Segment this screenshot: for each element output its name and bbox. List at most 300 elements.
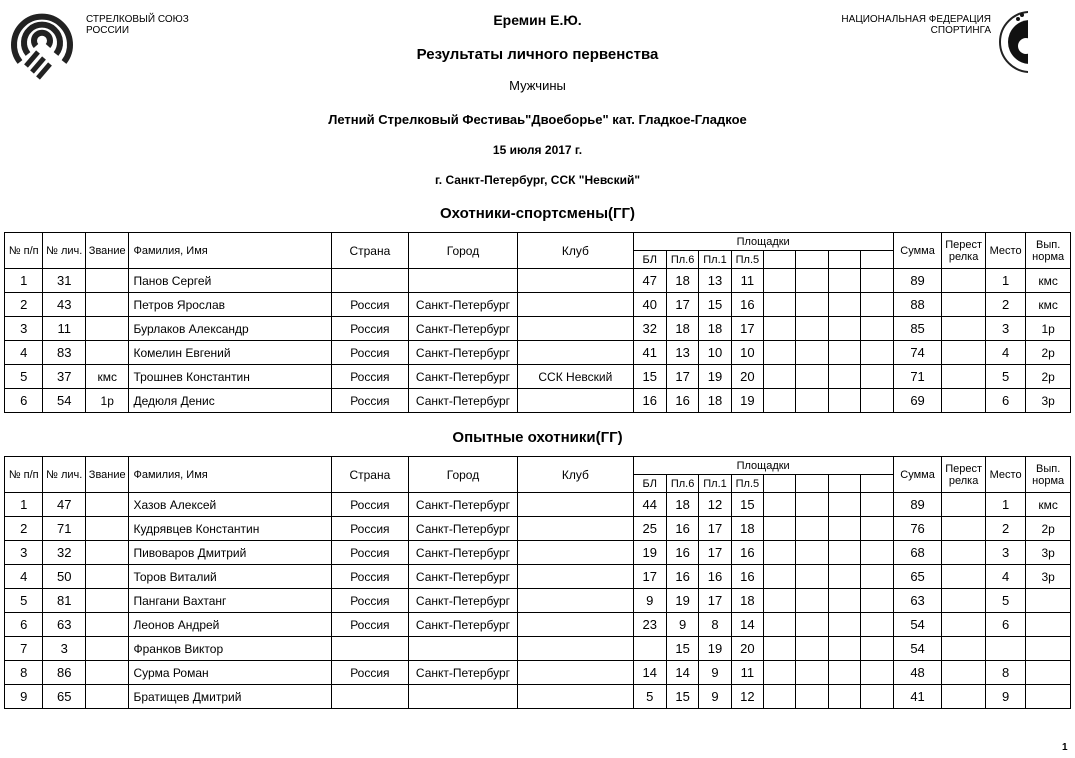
cell-city: [408, 637, 517, 661]
cell-range-0: 14: [633, 661, 666, 685]
table-row: [5, 365, 1071, 389]
cell-range-4: [764, 293, 796, 317]
cell-range-7: [861, 613, 894, 637]
cell-range-6: [828, 565, 860, 589]
cell-place: [985, 637, 1025, 661]
table-row: [5, 269, 1071, 293]
cell-norm: 2р: [1026, 517, 1071, 541]
header-norm: Вып. норма: [1026, 233, 1071, 269]
cell-range-1: 9: [666, 613, 698, 637]
header-range-1: Пл.6: [666, 475, 698, 493]
header-country: Страна: [331, 233, 408, 269]
cell-range-2: 15: [699, 293, 731, 317]
cell-country: Россия: [331, 365, 408, 389]
cell-range-5: [796, 293, 828, 317]
cell-rank: [85, 341, 129, 365]
cell-lic: 81: [43, 589, 86, 613]
cell-name: Торов Виталий: [129, 565, 331, 589]
cell-lic: 31: [43, 269, 86, 293]
header-range-2: Пл.1: [699, 475, 731, 493]
cell-range-3: 16: [731, 565, 763, 589]
cell-range-4: [764, 589, 796, 613]
section-title-1: Охотники-спортсмены(ГГ): [439, 205, 636, 222]
cell-lic: 71: [43, 517, 86, 541]
header-country: Страна: [331, 457, 408, 493]
cell-range-6: [828, 661, 860, 685]
cell-club: [518, 293, 633, 317]
cell-range-1: 17: [666, 365, 698, 389]
cell-range-7: [861, 541, 894, 565]
cell-city: Санкт-Петербург: [408, 661, 517, 685]
cell-shootoff: [942, 661, 986, 685]
cell-norm: кмс: [1026, 293, 1071, 317]
cell-range-0: 44: [633, 493, 666, 517]
cell-range-4: [764, 685, 796, 709]
cell-norm: 2р: [1026, 365, 1071, 389]
cell-lic: 47: [43, 493, 86, 517]
cell-range-3: 17: [731, 317, 763, 341]
org-right-line-2: СПОРТИНГА: [930, 25, 991, 36]
header-city: Город: [408, 233, 517, 269]
cell-range-5: [796, 365, 828, 389]
cell-country: [331, 637, 408, 661]
cell-shootoff: [942, 389, 986, 413]
cell-range-3: 14: [731, 613, 763, 637]
cell-club: ССК Невский: [518, 365, 633, 389]
cell-club: [518, 517, 633, 541]
cell-range-3: 16: [731, 293, 763, 317]
cell-place: 2: [985, 517, 1025, 541]
cell-place: 3: [985, 541, 1025, 565]
cell-range-0: 16: [633, 389, 666, 413]
cell-shootoff: [942, 541, 986, 565]
cell-shootoff: [942, 517, 986, 541]
cell-range-1: 17: [666, 293, 698, 317]
cell-range-7: [861, 493, 894, 517]
cell-range-3: 19: [731, 389, 763, 413]
cell-range-6: [828, 389, 860, 413]
header-fio: Фамилия, Имя: [129, 233, 331, 269]
cell-shootoff: [942, 493, 986, 517]
cell-rank: [85, 613, 129, 637]
header-rank: Звание: [85, 457, 129, 493]
cell-sum: 88: [893, 293, 942, 317]
cell-norm: [1026, 685, 1071, 709]
cell-sum: 68: [893, 541, 942, 565]
cell-range-4: [764, 541, 796, 565]
header-range-5: [796, 251, 828, 269]
header-range-4: [764, 475, 796, 493]
cell-range-4: [764, 269, 796, 293]
table-header-row: [5, 457, 1071, 475]
header-rank: Звание: [85, 233, 129, 269]
cell-rank: [85, 685, 129, 709]
cell-range-0: 47: [633, 269, 666, 293]
cell-club: [518, 685, 633, 709]
cell-range-2: 8: [699, 613, 731, 637]
cell-range-1: 15: [666, 685, 698, 709]
header-place: Место: [985, 233, 1025, 269]
header-range-6: [828, 475, 860, 493]
cell-city: [408, 269, 517, 293]
cell-num: 3: [5, 541, 43, 565]
org-left-line-1: СТРЕЛКОВЫЙ СОЮЗ: [86, 14, 189, 25]
cell-shootoff: [942, 565, 986, 589]
cell-range-7: [861, 293, 894, 317]
header-norm: Вып. норма: [1026, 457, 1071, 493]
cell-sum: 54: [893, 613, 942, 637]
header-lic: № лич.: [43, 233, 86, 269]
cell-num: 5: [5, 589, 43, 613]
cell-name: Комелин Евгений: [129, 341, 331, 365]
cell-place: 2: [985, 293, 1025, 317]
cell-num: 4: [5, 565, 43, 589]
cell-range-5: [796, 269, 828, 293]
cell-place: 5: [985, 589, 1025, 613]
header-range-2: Пл.1: [699, 251, 731, 269]
cell-range-2: 17: [699, 541, 731, 565]
cell-city: Санкт-Петербург: [408, 341, 517, 365]
cell-range-5: [796, 341, 828, 365]
cell-range-2: 9: [699, 685, 731, 709]
cell-range-6: [828, 493, 860, 517]
cell-range-6: [828, 637, 860, 661]
cell-name: Дедюля Денис: [129, 389, 331, 413]
cell-range-4: [764, 613, 796, 637]
table-row: [5, 389, 1071, 413]
cell-range-3: 15: [731, 493, 763, 517]
cell-range-2: 17: [699, 589, 731, 613]
cell-range-1: 16: [666, 389, 698, 413]
table-row: [5, 685, 1071, 709]
cell-num: 6: [5, 389, 43, 413]
cell-shootoff: [942, 269, 986, 293]
cell-club: [518, 613, 633, 637]
cell-city: [408, 685, 517, 709]
event-date: 15 июля 2017 г.: [492, 143, 583, 157]
cell-range-4: [764, 493, 796, 517]
cell-range-6: [828, 589, 860, 613]
cell-norm: кмс: [1026, 493, 1071, 517]
cell-sum: 65: [893, 565, 942, 589]
table-row: [5, 661, 1071, 685]
cell-rank: [85, 541, 129, 565]
header-sum: Сумма: [893, 233, 942, 269]
cell-range-1: 13: [666, 341, 698, 365]
cell-norm: 1р: [1026, 317, 1071, 341]
cell-club: [518, 269, 633, 293]
table-row: [5, 493, 1071, 517]
cell-range-4: [764, 389, 796, 413]
cell-range-6: [828, 517, 860, 541]
cell-range-2: 19: [699, 637, 731, 661]
cell-city: Санкт-Петербург: [408, 365, 517, 389]
cell-name: Кудрявцев Константин: [129, 517, 331, 541]
cell-club: [518, 637, 633, 661]
judge-name: Еремин Е.Ю.: [493, 12, 582, 28]
header-ranges: Площадки: [633, 457, 893, 475]
results-table-1: [4, 232, 1071, 413]
cell-range-1: 16: [666, 517, 698, 541]
header-range-3: Пл.5: [731, 251, 763, 269]
cell-range-0: 25: [633, 517, 666, 541]
table-row: [5, 613, 1071, 637]
cell-rank: [85, 317, 129, 341]
cell-lic: 43: [43, 293, 86, 317]
header-ranges: Площадки: [633, 233, 893, 251]
cell-range-1: 15: [666, 637, 698, 661]
cell-range-6: [828, 365, 860, 389]
cell-country: Россия: [331, 293, 408, 317]
cell-range-1: 14: [666, 661, 698, 685]
cell-range-5: [796, 493, 828, 517]
event-location: г. Санкт-Петербург, ССК "Невский": [434, 173, 641, 187]
cell-range-2: 17: [699, 517, 731, 541]
cell-range-6: [828, 293, 860, 317]
cell-range-2: 10: [699, 341, 731, 365]
cell-sum: 63: [893, 589, 942, 613]
header-range-6: [828, 251, 860, 269]
header-range-3: Пл.5: [731, 475, 763, 493]
cell-city: Санкт-Петербург: [408, 389, 517, 413]
cell-range-5: [796, 685, 828, 709]
header-club: Клуб: [518, 457, 633, 493]
cell-place: 8: [985, 661, 1025, 685]
cell-shootoff: [942, 293, 986, 317]
cell-name: Сурма Роман: [129, 661, 331, 685]
cell-name: Петров Ярослав: [129, 293, 331, 317]
cell-range-1: 16: [666, 565, 698, 589]
cell-country: Россия: [331, 493, 408, 517]
header-num: № п/п: [5, 457, 43, 493]
cell-place: 6: [985, 389, 1025, 413]
cell-rank: [85, 517, 129, 541]
cell-range-3: 12: [731, 685, 763, 709]
cell-range-7: [861, 661, 894, 685]
cell-city: Санкт-Петербург: [408, 293, 517, 317]
cell-range-2: 16: [699, 565, 731, 589]
header-lic: № лич.: [43, 457, 86, 493]
cell-range-1: 19: [666, 589, 698, 613]
cell-sum: 89: [893, 269, 942, 293]
cell-range-0: [633, 637, 666, 661]
cell-city: Санкт-Петербург: [408, 565, 517, 589]
cell-place: 6: [985, 613, 1025, 637]
cell-name: Леонов Андрей: [129, 613, 331, 637]
cell-lic: 11: [43, 317, 86, 341]
cell-lic: 54: [43, 389, 86, 413]
cell-range-0: 5: [633, 685, 666, 709]
cell-range-2: 19: [699, 365, 731, 389]
cell-range-4: [764, 661, 796, 685]
cell-shootoff: [942, 589, 986, 613]
cell-num: 1: [5, 493, 43, 517]
cell-range-0: 32: [633, 317, 666, 341]
cell-range-7: [861, 517, 894, 541]
results-table-2: [4, 456, 1071, 709]
cell-country: Россия: [331, 541, 408, 565]
table-row: [5, 541, 1071, 565]
cell-range-7: [861, 589, 894, 613]
org-right-line-1: НАЦИОНАЛЬНАЯ ФЕДЕРАЦИЯ: [841, 14, 991, 25]
cell-range-7: [861, 317, 894, 341]
cell-shootoff: [942, 685, 986, 709]
cell-range-4: [764, 517, 796, 541]
header-fio: Фамилия, Имя: [129, 457, 331, 493]
cell-range-2: 13: [699, 269, 731, 293]
cell-range-0: 9: [633, 589, 666, 613]
cell-num: 5: [5, 365, 43, 389]
header-range-0: БЛ: [633, 251, 666, 269]
cell-range-3: 20: [731, 365, 763, 389]
cell-place: 1: [985, 269, 1025, 293]
cell-rank: [85, 269, 129, 293]
header-shootoff: Перест релка: [942, 457, 986, 493]
cell-range-0: 19: [633, 541, 666, 565]
cell-range-6: [828, 317, 860, 341]
cell-place: 1: [985, 493, 1025, 517]
cell-range-3: 10: [731, 341, 763, 365]
cell-range-1: 16: [666, 541, 698, 565]
cell-country: Россия: [331, 317, 408, 341]
org-left-line-2: РОССИИ: [86, 25, 130, 36]
cell-range-7: [861, 637, 894, 661]
cell-norm: 3р: [1026, 541, 1071, 565]
cell-name: Франков Виктор: [129, 637, 331, 661]
header-shootoff: Перест релка: [942, 233, 986, 269]
header-range-1: Пл.6: [666, 251, 698, 269]
cell-range-6: [828, 541, 860, 565]
event-title: Летний Стрелковый Фестиваь"Двоеборье" кат. Гладкое-Гладкое: [328, 112, 747, 127]
table-row: [5, 517, 1071, 541]
gender-category: Мужчины: [509, 78, 566, 93]
cell-range-7: [861, 565, 894, 589]
cell-country: Россия: [331, 565, 408, 589]
header-range-5: [796, 475, 828, 493]
cell-name: Панов Сергей: [129, 269, 331, 293]
cell-range-7: [861, 389, 894, 413]
cell-range-3: 18: [731, 517, 763, 541]
cell-range-7: [861, 341, 894, 365]
cell-rank: [85, 565, 129, 589]
header-club: Клуб: [518, 233, 633, 269]
cell-range-2: 12: [699, 493, 731, 517]
cell-range-2: 18: [699, 317, 731, 341]
cell-range-1: 18: [666, 317, 698, 341]
cell-sum: 71: [893, 365, 942, 389]
cell-country: [331, 685, 408, 709]
cell-place: 5: [985, 365, 1025, 389]
cell-range-0: 23: [633, 613, 666, 637]
cell-lic: 32: [43, 541, 86, 565]
cell-club: [518, 541, 633, 565]
cell-num: 9: [5, 685, 43, 709]
cell-rank: [85, 493, 129, 517]
cell-num: 3: [5, 317, 43, 341]
cell-place: 4: [985, 565, 1025, 589]
cell-country: Россия: [331, 613, 408, 637]
cell-range-5: [796, 613, 828, 637]
table-row: [5, 565, 1071, 589]
cell-norm: кмс: [1026, 269, 1071, 293]
cell-range-4: [764, 341, 796, 365]
cell-range-2: 9: [699, 661, 731, 685]
cell-norm: [1026, 589, 1071, 613]
cell-range-6: [828, 269, 860, 293]
cell-range-4: [764, 317, 796, 341]
cell-range-0: 41: [633, 341, 666, 365]
cell-range-1: 18: [666, 269, 698, 293]
cell-lic: 37: [43, 365, 86, 389]
cell-lic: 3: [43, 637, 86, 661]
cell-sum: 76: [893, 517, 942, 541]
cell-sum: 54: [893, 637, 942, 661]
cell-club: [518, 589, 633, 613]
cell-lic: 50: [43, 565, 86, 589]
cell-lic: 65: [43, 685, 86, 709]
cell-range-5: [796, 517, 828, 541]
cell-name: Бурлаков Александр: [129, 317, 331, 341]
cell-rank: [85, 589, 129, 613]
cell-shootoff: [942, 613, 986, 637]
section-title-2: Опытные охотники(ГГ): [452, 429, 623, 446]
cell-lic: 83: [43, 341, 86, 365]
cell-country: Россия: [331, 589, 408, 613]
cell-club: [518, 493, 633, 517]
cell-norm: 2р: [1026, 341, 1071, 365]
cell-country: Россия: [331, 341, 408, 365]
cell-name: Трошнев Константин: [129, 365, 331, 389]
cell-norm: 3р: [1026, 389, 1071, 413]
cell-range-5: [796, 589, 828, 613]
page-number: 1: [1062, 742, 1068, 753]
cell-place: 9: [985, 685, 1025, 709]
cell-range-4: [764, 365, 796, 389]
cell-range-4: [764, 565, 796, 589]
cell-range-3: 11: [731, 269, 763, 293]
cell-range-0: 40: [633, 293, 666, 317]
cell-range-5: [796, 317, 828, 341]
cell-city: Санкт-Петербург: [408, 317, 517, 341]
cell-norm: [1026, 661, 1071, 685]
cell-rank: кмс: [85, 365, 129, 389]
page-title: Результаты личного первенства: [416, 46, 659, 63]
cell-sum: 89: [893, 493, 942, 517]
cell-num: 2: [5, 517, 43, 541]
cell-city: Санкт-Петербург: [408, 589, 517, 613]
cell-num: 6: [5, 613, 43, 637]
table-row: [5, 589, 1071, 613]
header-range-4: [764, 251, 796, 269]
cell-shootoff: [942, 637, 986, 661]
cell-sum: 74: [893, 341, 942, 365]
cell-range-6: [828, 341, 860, 365]
cell-name: Хазов Алексей: [129, 493, 331, 517]
cell-shootoff: [942, 341, 986, 365]
cell-num: 4: [5, 341, 43, 365]
table-row: [5, 293, 1071, 317]
cell-norm: [1026, 637, 1071, 661]
cell-range-3: 18: [731, 589, 763, 613]
cell-range-5: [796, 661, 828, 685]
cell-range-7: [861, 365, 894, 389]
cell-club: [518, 661, 633, 685]
cell-name: Братищев Дмитрий: [129, 685, 331, 709]
header-range-7: [861, 475, 894, 493]
cell-shootoff: [942, 365, 986, 389]
cell-range-6: [828, 685, 860, 709]
cell-sum: 41: [893, 685, 942, 709]
